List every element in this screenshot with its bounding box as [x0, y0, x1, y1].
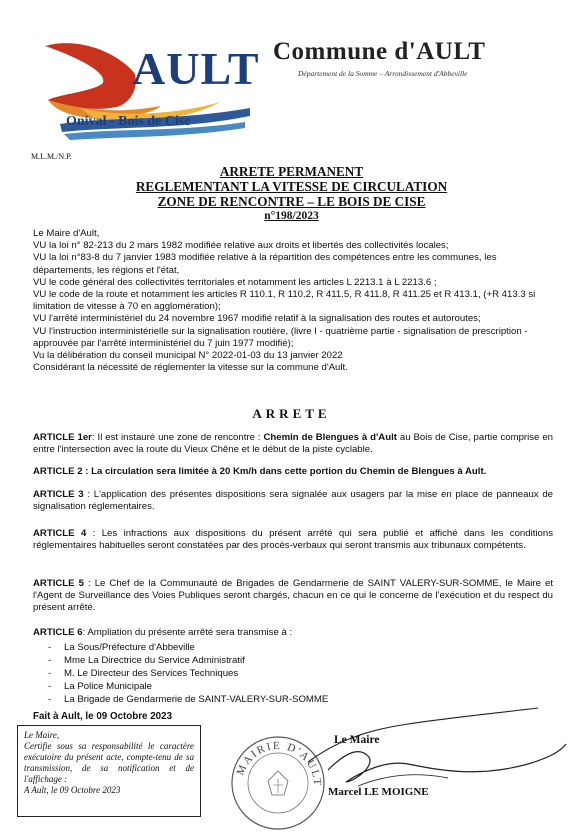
- title-line-1: ARRETE PERMANENT: [219, 164, 364, 179]
- signatory-title: Le Maire: [334, 734, 380, 746]
- visa-line: VU l'instruction interministérielle sur la signalisation routière, (livre I - quatrième partie - signalisation de prescription - approuvée par l'arrêté interministériel du 7 juin 1977 modifié);: [33, 325, 528, 349]
- article-6: [33, 627, 553, 639]
- handwritten-signature: [298, 700, 568, 820]
- article-5: [33, 578, 553, 615]
- article-1-text: : Il est instauré une zone de rencontre :: [91, 432, 264, 443]
- document-reference: M.L.M./N.P.: [31, 152, 72, 161]
- cert-heading: Le Maire,: [24, 730, 60, 740]
- recipients-list: [48, 641, 328, 706]
- article-4-text: : Les infractions aux dispositions du présent arrêté qui sera publié et affiché dans les conditions réglementaires habituelles seront constatées par des procès-verbaux qui seront transmis aux tribunaux compétents.: [33, 528, 553, 552]
- list-item: - La Sous/Préfecture d'Abbeville: [48, 641, 328, 654]
- list-item: - M. Le Directeur des Services Techniques: [48, 667, 328, 680]
- arrete-number: n°198/2023: [264, 210, 319, 222]
- list-item: - La Brigade de Gendarmerie de SAINT-VALERY-SUR-SOMME: [48, 693, 328, 706]
- article-2-label: ARTICLE 2: [33, 466, 83, 477]
- stamp-text: MAIRIE D'AULT: [234, 739, 324, 788]
- article-1: [33, 432, 553, 456]
- cert-date: A Ault, le 09 Octobre 2023: [24, 785, 121, 795]
- article-6-label: ARTICLE 6: [33, 627, 83, 638]
- cert-body: Certifie sous sa responsabilité le caractère exécutoire du présent acte, compte-tenu de sa transmission, de sa notification et de l'affichage :: [24, 741, 194, 784]
- certification-box: [17, 725, 201, 817]
- list-item: - La Police Municipale: [48, 680, 328, 693]
- visa-line: Le Maire d'Ault,: [33, 228, 100, 239]
- visa-line: Considérant la nécessité de réglementer la vitesse sur la commune d'Ault.: [33, 362, 348, 374]
- article-4-label: ARTICLE 4: [33, 528, 87, 539]
- article-1-text-end: au Bois de Cise, partie comprise en entre l'intersection avec la route du Vieux Chêne et le début de la piste cyclable.: [33, 432, 554, 456]
- article-1-label: ARTICLE 1er: [33, 432, 92, 443]
- visa-line: VU la loi n° 82-213 du 2 mars 1982 modifiée relative aux droits et libertés des collectivités locales;: [33, 240, 449, 252]
- commune-title: Commune d'AULT: [273, 38, 486, 65]
- title-line-2: REGLEMENTANT LA VITESSE DE CIRCULATION: [135, 179, 448, 194]
- visas-section: [33, 228, 553, 374]
- article-5-text: : Le Chef de la Communauté de Brigades de Gendarmerie de SAINT VALERY-SUR-SOMME, le Maire et l'Agent de Surveillance des Voies Publiques seront chargés, chacun en ce qui le concerne de l'exécution et du respect du présent arrêté.: [33, 578, 553, 614]
- article-2-text: : La circulation sera limitée à 20 Km/h dans cette portion du Chemin de Blengues à Ault.: [82, 466, 487, 477]
- article-1-location: Chemin de Blengues à d'Ault: [263, 432, 397, 443]
- commune-subtitle: Département de la Somme – Arrondissement d'Abbeville: [298, 69, 468, 78]
- logo-word: AULT: [132, 43, 260, 94]
- fait-date: Fait à Ault, le 09 Octobre 2023: [33, 711, 173, 722]
- article-5-label: ARTICLE 5: [33, 578, 84, 589]
- visa-line: VU l'arrêté interministériel du 24 novembre 1967 modifié relatif à la signalisation des routes et autoroutes;: [33, 313, 481, 325]
- signatory-name: Marcel LE MOIGNE: [328, 786, 429, 798]
- document-title: [0, 164, 583, 224]
- visa-line: VU le code de la route et notamment les articles R 110.1, R 110.2, R 411.5, R 411.8, R 411.25 et R 413.1, (+R 413.3 si limitation de vitesse à 70 en agglomération);: [33, 289, 536, 313]
- list-item: - Mme La Directrice du Service Administratif: [48, 654, 328, 667]
- article-3-label: ARTICLE 3: [33, 489, 84, 500]
- article-3-text: : L'application des présentes dispositions sera signalée aux usagers par la mise en place de panneaux de signalisation réglementaires.: [33, 489, 553, 513]
- article-4: [33, 528, 553, 552]
- arrete-heading: ARRETE: [252, 406, 331, 421]
- ault-logo: [40, 36, 260, 148]
- article-6-text: : Ampliation du présente arrêté sera transmise à :: [82, 627, 293, 638]
- visa-line: VU la loi n°83-8 du 7 janvier 1983 modifiée relative à la répartition des compétences entre les communes, les départements, les régions et l'état,: [33, 252, 497, 276]
- article-3: [33, 489, 553, 513]
- title-line-3: ZONE DE RENCONTRE – LE BOIS DE CISE: [157, 194, 426, 209]
- visa-line: VU le code général des collectivités territoriales et notamment les articles L 2213.1 à L 2213.6 ;: [33, 276, 437, 288]
- article-2: [33, 466, 553, 478]
- logo-subtitle: Onival - Bois de Cise: [66, 114, 191, 129]
- visa-line: Vu la délibération du conseil municipal N° 2022-01-03 du 13 janvier 2022: [33, 350, 343, 362]
